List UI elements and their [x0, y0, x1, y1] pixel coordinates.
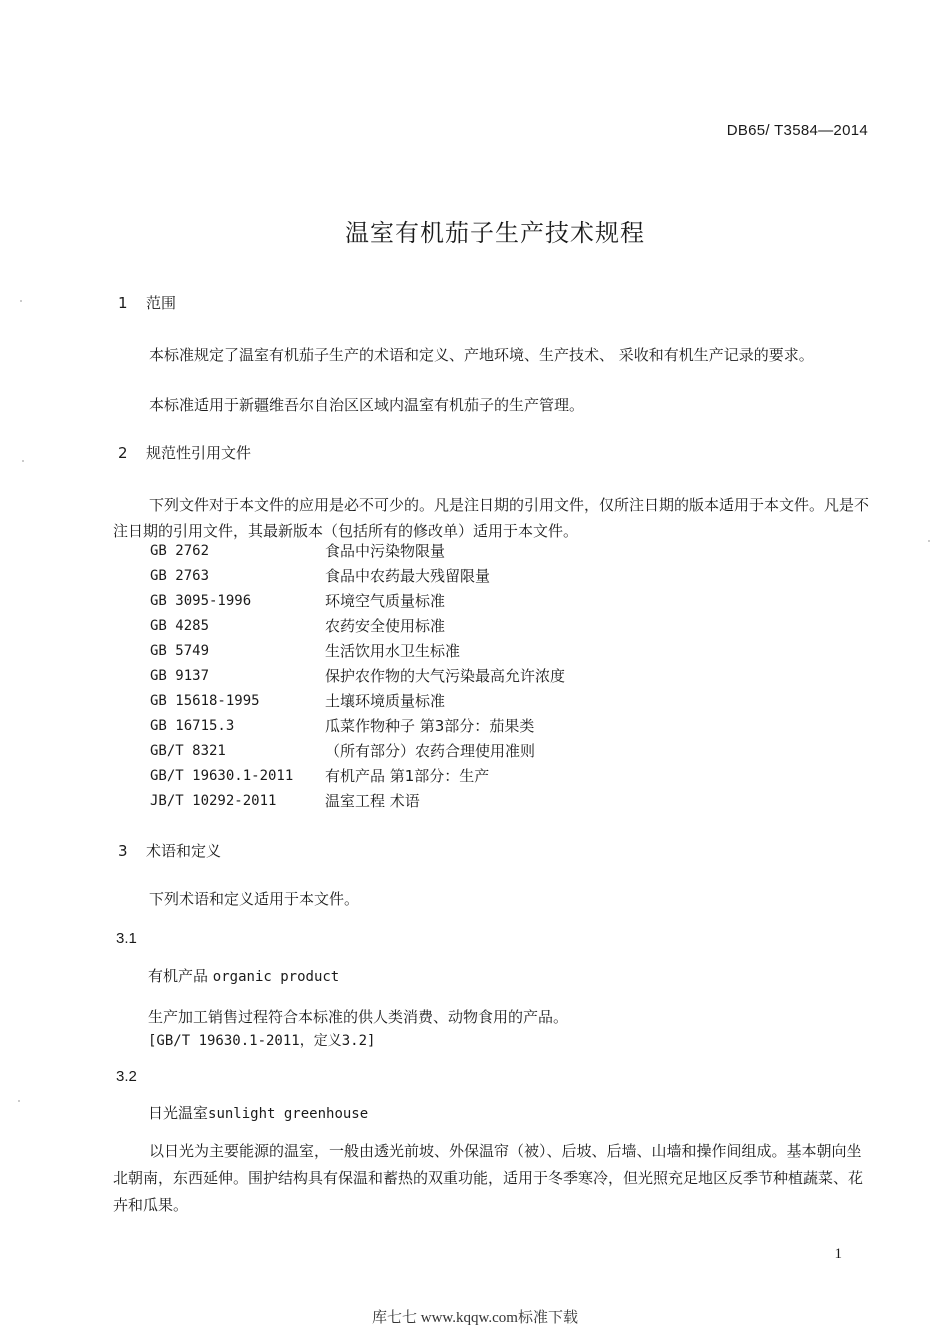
- section-title: 术语和定义: [146, 842, 222, 860]
- reference-item: [150, 638, 565, 663]
- term-number: 3.1: [116, 930, 137, 947]
- scope-text-1: 本标准规定了温室有机茄子生产的术语和定义、产地环境、生产技术、 采收和有机生产记录的要求。: [149, 346, 814, 364]
- page-number: 1: [834, 1246, 842, 1262]
- reference-list: [150, 538, 565, 813]
- reference-code: GB/T 8321: [150, 742, 226, 759]
- reference-name: 土壤环境质量标准: [325, 692, 446, 710]
- document-title: 温室有机茄子生产技术规程: [345, 219, 645, 247]
- reference-name: 食品中污染物限量: [325, 542, 446, 560]
- reference-code: GB 2763: [150, 567, 210, 584]
- term-name-en: sunlight greenhouse: [208, 1106, 369, 1122]
- reference-item: [150, 588, 565, 613]
- footer-watermark: 库七七 www.kqqw.com标准下载: [372, 1310, 578, 1326]
- term-name-cn: 日光温室: [148, 1104, 209, 1122]
- scope-paragraph-1: [113, 342, 873, 368]
- reference-code: GB 4285: [150, 617, 210, 634]
- term-definition: 生产加工销售过程符合本标准的供人类消费、动物食用的产品。: [148, 1008, 569, 1026]
- term-definition: [113, 1138, 873, 1219]
- reference-code: GB 16715.3: [150, 717, 235, 734]
- term-definition-text: 以日光为主要能源的温室，一般由透光前坡、外保温帘（被）、后坡、后墙、山墙和操作间组成。基本朝向坐北朝南，东西延伸。围护结构具有保温和蓄热的双重功能，适用于冬季寒冷，但光照充足地区反季节种植蔬菜、花卉和瓜果。: [113, 1142, 864, 1214]
- section-heading-terms: [118, 840, 221, 861]
- term-name-cn: 有机产品: [148, 967, 209, 985]
- reference-item: [150, 713, 565, 738]
- reference-item: [150, 613, 565, 638]
- section-title: 范围: [146, 294, 177, 312]
- reference-name: 保护农作物的大气污染最高允许浓度: [325, 667, 566, 685]
- section-heading-scope: [118, 292, 176, 313]
- term-source: [GB/T 19630.1-2011，定义3.2]: [148, 1033, 376, 1049]
- references-intro-text: 下列文件对于本文件的应用是必不可少的。凡是注日期的引用文件，仅所注日期的版本适用于本文件。凡是不注日期的引用文件，其最新版本（包括所有的修改单）适用于本文件。: [113, 496, 870, 540]
- reference-name: 有机产品 第1部分：生产: [325, 767, 490, 785]
- reference-item: [150, 663, 565, 688]
- reference-name: 农药安全使用标准: [325, 617, 446, 635]
- term-number: 3.2: [116, 1068, 137, 1085]
- reference-name: 环境空气质量标准: [325, 592, 446, 610]
- standard-code: DB65/ T3584—2014: [726, 122, 868, 139]
- scan-speck: [18, 1100, 20, 1102]
- reference-name: 食品中农药最大残留限量: [325, 567, 491, 585]
- terms-intro: [113, 886, 873, 912]
- scope-paragraph-2: [113, 392, 873, 418]
- section-number: 3: [118, 842, 128, 860]
- references-intro: [113, 492, 873, 544]
- reference-name: 瓜菜作物种子 第3部分：茄果类: [325, 717, 535, 735]
- term-title: [148, 1102, 368, 1123]
- section-heading-references: [118, 442, 251, 463]
- scan-speck: [928, 540, 930, 542]
- reference-code: GB 2762: [150, 542, 210, 559]
- reference-item: [150, 563, 565, 588]
- reference-code: GB 3095-1996: [150, 592, 252, 609]
- reference-code: GB/T 19630.1-2011: [150, 767, 294, 784]
- reference-item: [150, 738, 565, 763]
- reference-code: GB 9137: [150, 667, 210, 684]
- scope-text-2: 本标准适用于新疆维吾尔自治区区域内温室有机茄子的生产管理。: [149, 396, 585, 414]
- reference-code: GB 15618-1995: [150, 692, 260, 709]
- term-name-en: organic product: [212, 969, 340, 985]
- reference-code: JB/T 10292-2011: [150, 792, 277, 809]
- reference-name: 温室工程 术语: [325, 792, 420, 810]
- reference-code: GB 5749: [150, 642, 210, 659]
- reference-name: （所有部分）农药合理使用准则: [325, 742, 536, 760]
- section-number: 2: [118, 444, 128, 462]
- section-number: 1: [118, 294, 128, 312]
- scan-speck: [22, 460, 24, 462]
- reference-name: 生活饮用水卫生标准: [325, 642, 461, 660]
- reference-item: [150, 763, 565, 788]
- reference-item: [150, 538, 565, 563]
- terms-intro-text: 下列术语和定义适用于本文件。: [149, 890, 360, 908]
- section-title: 规范性引用文件: [146, 444, 252, 462]
- reference-item: [150, 688, 565, 713]
- scan-speck: [20, 300, 22, 302]
- term-title: [148, 965, 339, 986]
- reference-item: [150, 788, 565, 813]
